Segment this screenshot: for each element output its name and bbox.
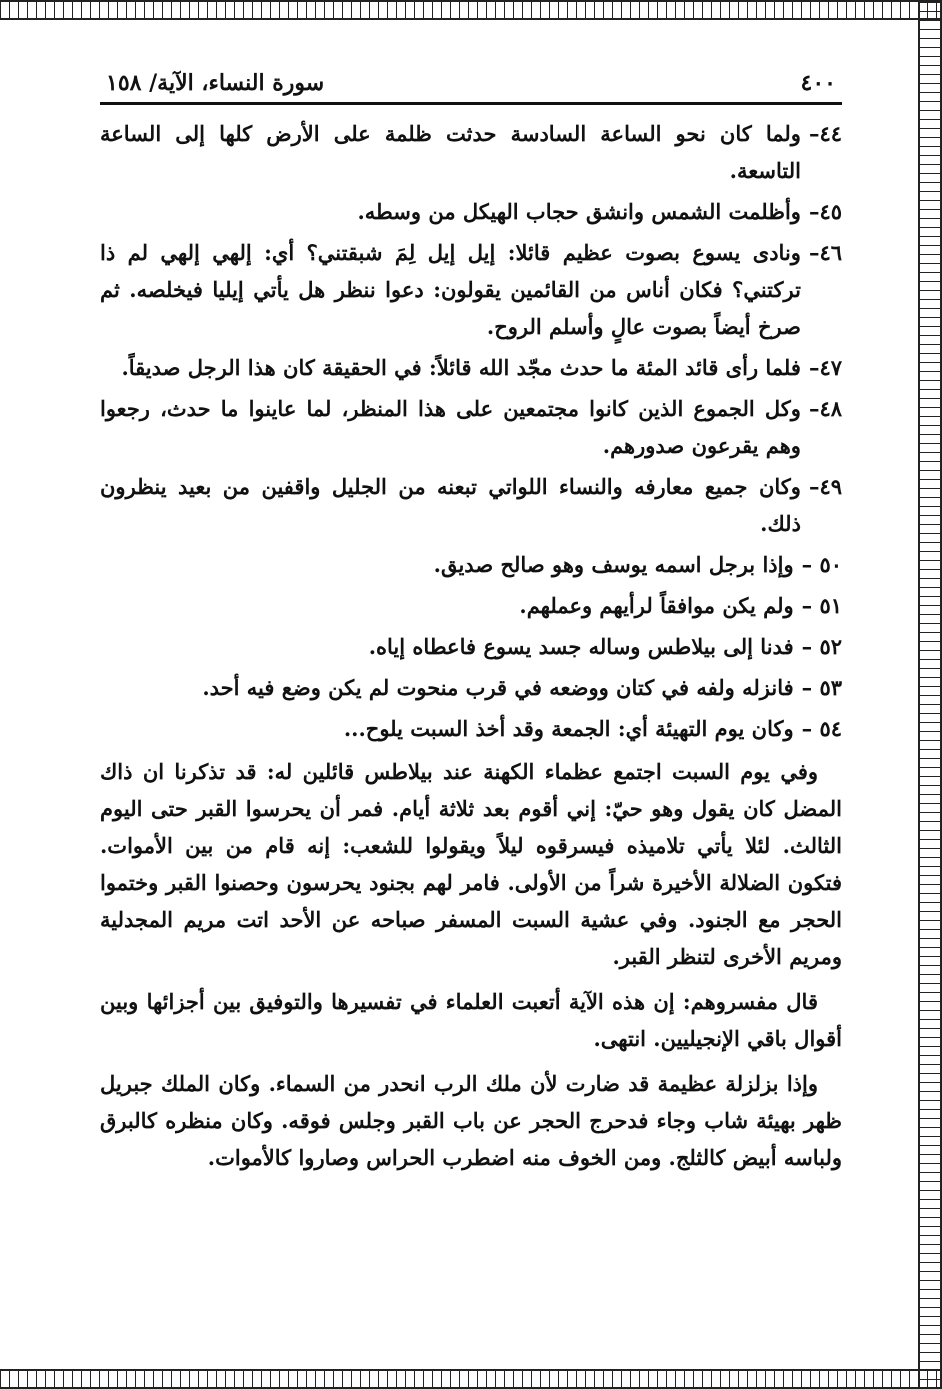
verse-number: ٥٠ – — [801, 552, 842, 577]
verse-number: ٤٦– — [808, 240, 842, 265]
verse-text: فلما رأى قائد المئة ما حدث مجّد الله قائلاً: في الحقيقة كان هذا الرجل صديقاً. — [121, 355, 801, 380]
verse-number: ٤٤– — [808, 121, 842, 146]
body-paragraph: وإذا بزلزلة عظيمة قد ضارت لأن ملك الرب انحدر من السماء. وكان الملك جبريل ظهر بهيئة شاب وجاء فدحرج الحجر عن باب القبر وجلس فوقه. وكان منظره كالبرق ولباسه أبيض كالثلج. ومن الخوف منه اضطرب الحراس وصاروا كالأموات. — [100, 1071, 842, 1170]
verse-item — [100, 234, 842, 345]
verse-text: وإذا برجل اسمه يوسف وهو صالح صديق. — [433, 552, 794, 577]
verse-text: وكان جميع معارفه والنساء اللواتي تبعنه من الجليل واقفين من بعيد ينظرون ذلك. — [100, 474, 801, 536]
verse-number: ٥١ – — [801, 593, 842, 618]
verse-item — [100, 390, 842, 464]
verse-number: ٤٨– — [808, 396, 842, 421]
header-rule — [100, 102, 842, 105]
verse-item — [100, 468, 842, 542]
verse-number: ٤٩– — [808, 474, 842, 499]
body-paragraph: قال مفسروهم: إن هذه الآية أتعبت العلماء في تفسيرها والتوفيق بين أجزائها وبين أقوال باقي الإنجيليين. انتهى. — [100, 989, 842, 1051]
verse-item — [100, 349, 842, 386]
verse-text: ونادى يسوع بصوت عظيم قائلا: إيل إيل لِمَ شبقتني؟ أي: إلهي إلهي لم ذا تركتني؟ فكان أناس من القائمين يقولون: دعوا ننظر هل يأتي إيليا فيخلصه. ثم صرخ أيضاً بصوت عالٍ وأسلم الروح. — [100, 240, 801, 339]
decorative-border-bottom — [0, 1369, 942, 1389]
verse-text: فدنا إلى بيلاطس وساله جسد يسوع فاعطاه إياه. — [368, 634, 794, 659]
body-paragraph: وفي يوم السبت اجتمع عظماء الكهنة عند بيلاطس قائلين له: قد تذكرنا ان ذاك المضل كان يقول وهو حيّ: إني أقوم بعد ثلاثة أيام. فمر أن يحرسوا القبر حتى اليوم الثالث. لئلا يأتي تلاميذه فيسرقوه ليلاً ويقولوا للشعب: إنه قام من بين الأموات. فتكون الضلالة الأخيرة شراً من الأولى. فامر لهم بجنود يحرسون وحصنوا القبر وختموا الحجر مع الجنود. وفي عشية السبت المسفر صباحه عن الأحد اتت مريم المجدلية ومريم الأخرى لتنظر القبر. — [100, 759, 842, 969]
verse-item — [100, 710, 842, 747]
verse-item — [100, 628, 842, 665]
verse-item — [100, 669, 842, 706]
verse-number: ٤٧– — [808, 355, 842, 380]
decorative-border-right — [918, 0, 942, 1389]
verse-item — [100, 546, 842, 583]
verse-number: ٥٣ – — [801, 675, 842, 700]
verse-number: ٤٥– — [808, 199, 842, 224]
verse-text: ولما كان نحو الساعة السادسة حدثت ظلمة على الأرض كلها إلى الساعة التاسعة. — [100, 121, 801, 183]
verse-number: ٥٤ – — [801, 716, 842, 741]
verse-text: وكان يوم التهيئة أي: الجمعة وقد أخذ السبت يلوح... — [343, 716, 794, 741]
book-page — [100, 70, 842, 1184]
page-number: ٤٠٠ — [800, 70, 836, 96]
verse-text: فانزله ولفه في كتان ووضعه في قرب منحوت لم يكن وضع فيه أحد. — [202, 675, 794, 700]
verse-item — [100, 587, 842, 624]
page-title: سورة النساء، الآية/ ١٥٨ — [106, 70, 325, 96]
page-header — [100, 70, 842, 102]
verse-text: وكل الجموع الذين كانوا مجتمعين على هذا المنظر، لما عاينوا ما حدث، رجعوا وهم يقرعون صدورهم. — [100, 396, 801, 458]
decorative-border-top — [0, 0, 942, 20]
verse-item — [100, 193, 842, 230]
verse-item — [100, 115, 842, 189]
verse-text: وأظلمت الشمس وانشق حجاب الهيكل من وسطه. — [357, 199, 801, 224]
verse-text: ولم يكن موافقاً لرأيهم وعملهم. — [519, 593, 794, 618]
verse-number: ٥٢ – — [801, 634, 842, 659]
